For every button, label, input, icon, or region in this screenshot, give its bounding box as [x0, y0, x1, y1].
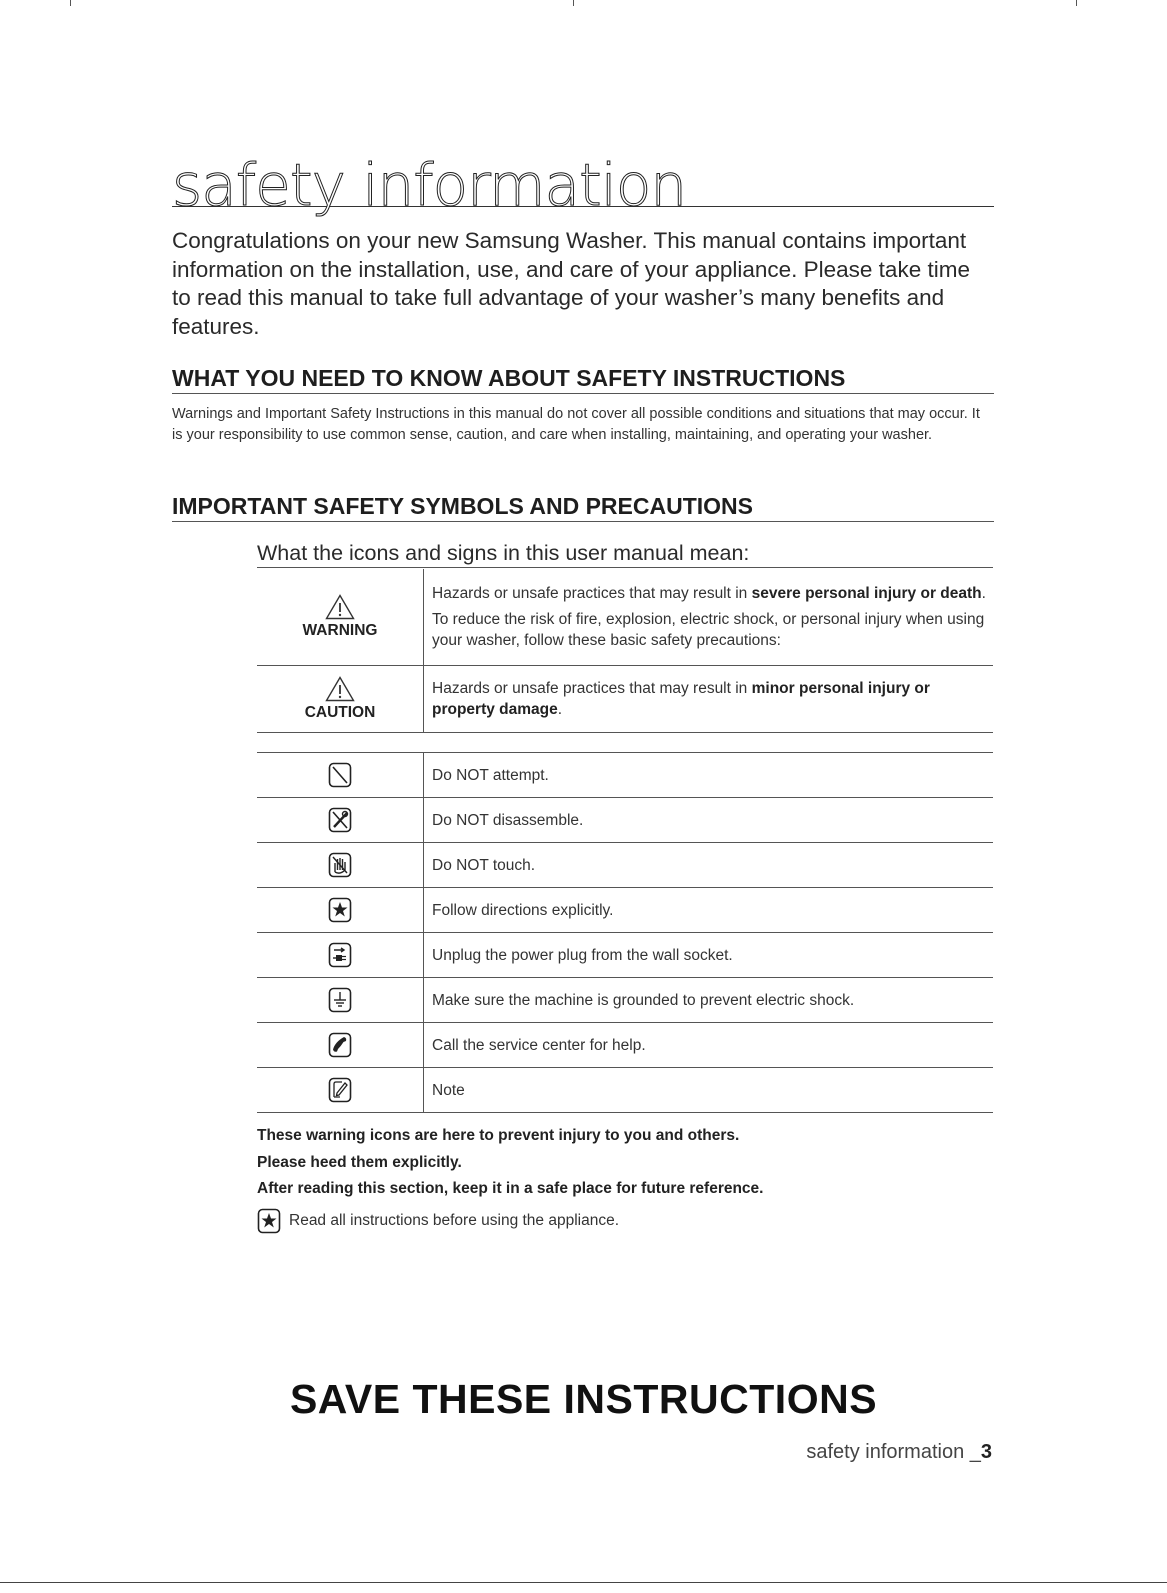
crop-mark [70, 0, 71, 6]
caution-text-main: Hazards or unsafe practices that may result in [432, 679, 752, 697]
symbol-row [257, 798, 993, 843]
symbol-row [257, 1068, 993, 1113]
save-instructions-heading: SAVE THESE INSTRUCTIONS [289, 1376, 878, 1422]
symbols-subheading: What the icons and signs in this user manual mean: [257, 540, 993, 568]
section-body-know-safety: Warnings and Important Safety Instructions in this manual do not cover all possible conditions and situations that may occur. It is your responsibility to use common sense, caution, and care when installing, maintaining, and operating your washer. [172, 406, 980, 443]
crop-mark [1076, 0, 1077, 6]
symbol-row [257, 933, 993, 978]
symbol-icon-cell [257, 798, 424, 843]
symbol-text: Do NOT attempt. [432, 766, 549, 784]
bottom-edge-line [0, 1582, 1167, 1583]
caution-label: CAUTION [304, 703, 376, 721]
symbols-table [257, 752, 993, 1113]
warning-line1-end: . [981, 584, 986, 602]
read-all-instruction [257, 1208, 619, 1234]
ground-icon [328, 987, 352, 1013]
caution-emphasis: minor personal injury or property damage [432, 679, 930, 718]
follow-directions-icon [257, 1208, 281, 1234]
intro-paragraph: Congratulations on your new Samsung Washer. This manual contains important information on the installation, use, and care of your appliance. Please take time to read this manual to take full advantage of your washer’s many benefits and features. [172, 228, 970, 339]
symbol-icon-cell [257, 753, 424, 798]
symbol-text: Unplug the power plug from the wall socket. [432, 946, 733, 964]
read-all-text: Read all instructions before using the appliance. [289, 1212, 620, 1229]
warning-line2: To reduce the risk of fire, explosion, electric shock, or personal injury when using your washer, follow these basic safety precautions: [432, 610, 985, 649]
warning-triangle-icon [325, 594, 355, 620]
symbol-row [257, 843, 993, 888]
unplug-icon [328, 942, 352, 968]
no-touch-icon [328, 852, 352, 878]
caution-cell [257, 665, 424, 732]
section-heading-know-safety: WHAT YOU NEED TO KNOW ABOUT SAFETY INSTRUCTIONS [172, 365, 994, 394]
note-line: Please heed them explicitly. [257, 1153, 462, 1171]
no-disassemble-icon [328, 807, 352, 833]
crop-mark [573, 0, 574, 6]
caution-text [424, 665, 994, 732]
warning-line1-text: Hazards or unsafe practices that may result in [432, 584, 752, 602]
symbol-icon-cell [257, 978, 424, 1023]
symbol-icon-cell [257, 1068, 424, 1113]
section-heading-symbols: IMPORTANT SAFETY SYMBOLS AND PRECAUTIONS [172, 493, 994, 522]
symbol-icon-cell [257, 888, 424, 933]
page-title: safety information [172, 151, 687, 219]
symbol-icon-cell [257, 933, 424, 978]
warning-cell [257, 569, 424, 665]
symbol-text: Note [432, 1081, 465, 1099]
symbol-text: Do NOT disassemble. [432, 811, 584, 829]
symbol-icon-cell [257, 843, 424, 888]
symbol-text: Do NOT touch. [432, 856, 536, 874]
note-line: These warning icons are here to prevent injury to you and others. [257, 1127, 740, 1144]
symbol-row [257, 888, 993, 933]
title-rule [172, 150, 994, 219]
page-footer [806, 1441, 992, 1464]
warning-row [257, 569, 993, 665]
page-number: 3 [980, 1441, 992, 1463]
symbol-text: Make sure the machine is grounded to prevent electric shock. [432, 991, 855, 1009]
note-line: After reading this section, keep it in a safe place for future reference. [257, 1180, 764, 1197]
service-call-icon [328, 1032, 352, 1058]
footer-label: safety information _ [806, 1441, 981, 1463]
symbol-row [257, 1023, 993, 1068]
symbol-text: Follow directions explicitly. [432, 901, 614, 919]
symbol-row [257, 978, 993, 1023]
warning-line1 [432, 583, 993, 604]
warning-text [424, 569, 994, 665]
caution-text-end: . [557, 700, 563, 718]
caution-row [257, 665, 993, 732]
no-attempt-icon [328, 762, 352, 788]
warning-line1-emphasis: severe personal injury or death [751, 584, 982, 602]
note-icon [328, 1077, 352, 1103]
symbol-text: Call the service center for help. [432, 1036, 646, 1054]
warning-notes [257, 1123, 993, 1203]
caution-triangle-icon [325, 676, 355, 702]
symbol-icon-cell [257, 1023, 424, 1068]
symbol-row [257, 753, 993, 798]
warning-label: WARNING [302, 621, 378, 639]
hazard-table [257, 569, 993, 733]
follow-directions-icon [328, 897, 352, 923]
